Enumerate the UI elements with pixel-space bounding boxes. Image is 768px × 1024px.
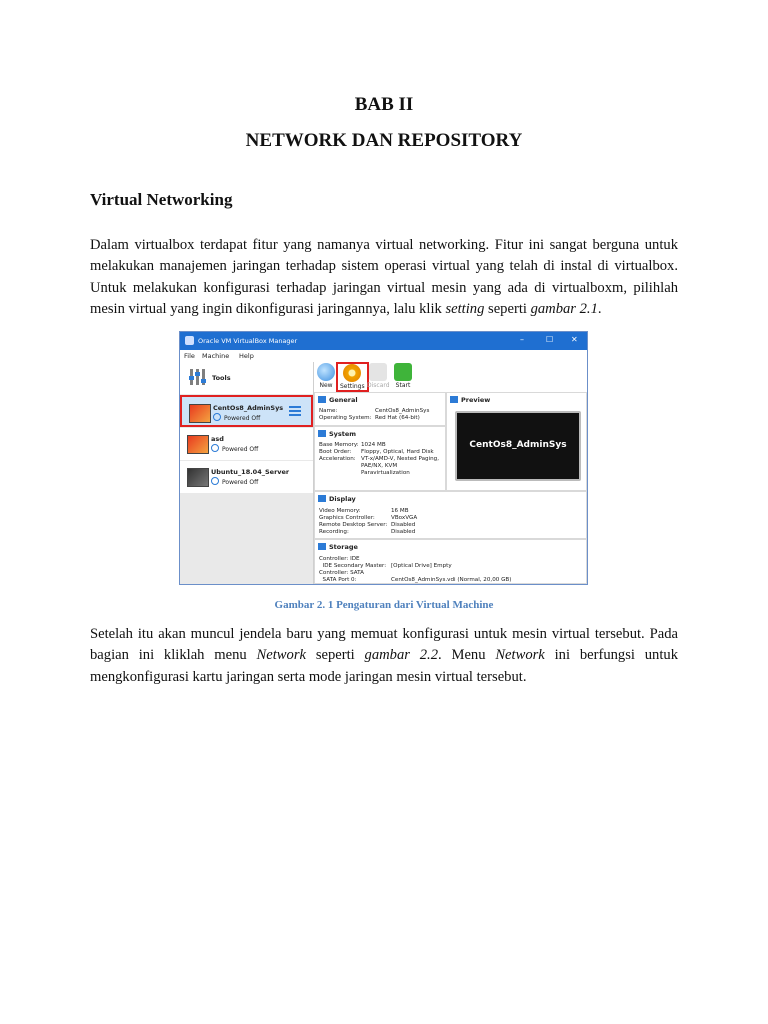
text-run: ini berfungsi untuk mengkonfigurasi kartu jaringan serta mode jaringan mesin virtual tersebut. (90, 647, 679, 685)
vm-name: asd (211, 435, 224, 443)
italic-term: Network (256, 647, 306, 664)
display-values: 16 MB VBoxVGA Disabled Disabled (391, 508, 418, 535)
start-arrow-icon (394, 363, 412, 381)
storage-labels: Controller: IDE IDE Secondary Master: Controller: SATA SATA Port 0: (319, 556, 387, 583)
vm-state-label: Powered Off (222, 446, 259, 453)
general-values: CentOs8_AdminSys Red Hat (64-bit) (375, 408, 430, 421)
discard-arrow-icon (369, 363, 387, 381)
vm-list-pane (180, 362, 314, 584)
tools-item[interactable] (180, 362, 313, 394)
maximize-icon[interactable]: ☐ (546, 335, 554, 344)
text-run: . (597, 300, 602, 317)
vm-state (213, 413, 260, 422)
text-run: seperti (484, 300, 531, 317)
italic-term: gambar 2.1 (530, 300, 598, 317)
system-icon (318, 430, 326, 437)
window-titlebar (180, 332, 587, 350)
virtualbox-icon (185, 336, 194, 345)
vm-details-menu-icon[interactable] (289, 406, 301, 416)
vm-state-label: Powered Off (222, 479, 259, 486)
preview-icon (450, 396, 458, 403)
general-icon (318, 396, 326, 403)
italic-term: Network (495, 647, 545, 664)
system-title: System (329, 430, 357, 438)
storage-values: [Optical Drive] Empty CentOs8_AdminSys.vdi (Normal, 20,00 GB) (391, 563, 512, 583)
text-run: Setelah itu akan muncul jendela baru yang memuat konfigurasi untuk mesin virtual tersebut. Pada bagian ini kliklah menu (90, 626, 678, 664)
new-button[interactable] (317, 363, 335, 389)
system-labels: Base Memory: Boot Order: Acceleration: (319, 442, 359, 462)
tools-label: Tools (212, 374, 231, 382)
storage-icon (318, 543, 326, 550)
menu-bar (180, 350, 587, 362)
start-label: Start (395, 382, 411, 389)
display-panel (314, 491, 587, 539)
general-title: General (329, 396, 358, 404)
storage-panel (314, 539, 587, 584)
vm-state-label: Powered Off (224, 415, 261, 422)
start-button[interactable] (394, 363, 412, 389)
vm-name: CentOs8_AdminSys (213, 404, 284, 412)
vm-os-icon (189, 404, 211, 423)
system-values: 1024 MB Floppy, Optical, Hard Disk VT-x/AMD-V, Nested Paging, PAE/NX, KVM Paravirtualization (361, 442, 440, 476)
virtualbox-screenshot (179, 331, 588, 585)
power-off-icon (213, 413, 221, 421)
minimize-icon[interactable]: – (520, 335, 524, 344)
text-run: . Menu (438, 647, 496, 664)
menu-file[interactable]: File (184, 352, 195, 360)
tools-icon (188, 367, 208, 387)
window-title: Oracle VM VirtualBox Manager (198, 337, 298, 345)
vm-name: Ubuntu_18.04_Server (211, 468, 290, 476)
close-icon[interactable]: ✕ (571, 335, 578, 344)
vm-item-asd[interactable] (180, 428, 313, 460)
discard-label: Discard (367, 382, 390, 389)
vm-os-icon (187, 435, 209, 454)
preview-title: Preview (461, 396, 491, 404)
menu-machine[interactable]: Machine (202, 352, 230, 360)
vm-toolbar (314, 362, 587, 392)
chapter-heading: BAB II (354, 94, 414, 115)
vm-os-icon (187, 468, 209, 487)
vm-item-ubuntu[interactable] (180, 461, 313, 493)
paragraph-intro (90, 235, 678, 320)
new-icon (317, 363, 335, 381)
preview-screen (455, 411, 581, 481)
italic-term: setting (445, 300, 485, 317)
text-run: seperti (306, 647, 365, 664)
display-labels: Video Memory: Graphics Controller: Remote Desktop Server: Recording: (319, 508, 388, 535)
section-heading: Virtual Networking (90, 190, 233, 209)
display-title: Display (329, 495, 356, 503)
storage-title: Storage (329, 543, 358, 551)
new-label: New (319, 382, 333, 389)
settings-button[interactable] (336, 362, 369, 392)
chapter-title: NETWORK DAN REPOSITORY (245, 130, 523, 151)
italic-term: gambar 2.2 (364, 647, 438, 664)
preview-text: CentOs8_AdminSys (469, 440, 567, 450)
paragraph-network (90, 624, 678, 688)
general-labels: Name: Operating System: (319, 408, 372, 421)
discard-button[interactable] (367, 363, 390, 389)
settings-label: Settings (340, 383, 365, 390)
vm-item-centos8[interactable] (180, 395, 313, 427)
power-off-icon (211, 444, 219, 452)
power-off-icon (211, 477, 219, 485)
text-run: Dalam virtualbox terdapat fitur yang namanya virtual networking. Fitur ini sangat berguna untuk melakukan manajemen jaringan terhadap sistem operasi virtual yang telah di instal di virtualbox. Untuk melakukan konfigurasi terhadap jaringan virtual mesin yang ada di virtualboxm, pilihlah mesin virtual yang ingin dikonfigurasi jaringannya, lalu klik (90, 237, 678, 317)
preview-panel (446, 392, 587, 491)
figure-caption: Gambar 2. 1 Pengaturan dari Virtual Machine (274, 599, 494, 611)
gear-icon (343, 364, 361, 382)
display-icon (318, 495, 326, 502)
vm-state (211, 477, 258, 486)
system-panel (314, 426, 446, 491)
vm-state (211, 444, 258, 453)
menu-help[interactable]: Help (239, 352, 254, 360)
general-panel (314, 392, 446, 426)
